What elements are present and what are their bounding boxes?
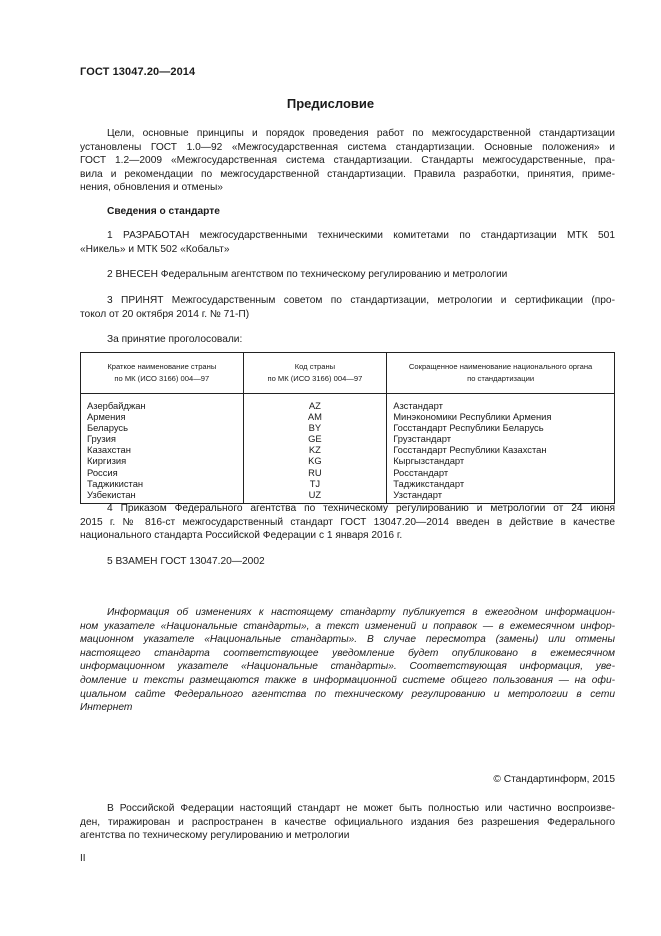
table-header-row [81,353,615,394]
info-heading-text: Сведения о стандарте [107,206,220,217]
body-cell: Грузстандарт [387,433,615,444]
intro-paragraph [80,127,615,195]
notice-line: мационном указателе «Национальные стандарты». В случае пересмотра (замены) или отмены [80,634,615,646]
intro-line: нения, обновления и отмены» [80,182,223,194]
code-cell: KG [243,455,387,466]
item-2-line: 2 ВНЕСЕН Федеральным агентством по техническому регулированию и метрологии [107,269,508,280]
country-cell: Таджикистан [81,478,244,489]
body-cell: Азстандарт [387,394,615,412]
header-line: Код страны [294,362,336,371]
body-cell: Таджикстандарт [387,478,615,489]
notice-line: настоящего стандарта соответствующее уведомление будет опубликовано в ежемесячном [80,647,615,659]
country-cell: Грузия [81,433,244,444]
item-4-line: национального стандарта Российской Федерации с 1 января 2016 г. [80,530,403,542]
info-heading [80,205,615,219]
item-3-line: 3 ПРИНЯТ Межгосударственным советом по стандартизации, метрологии и сертификации (про- [107,295,615,306]
intro-line: установлены ГОСТ 1.0—92 «Межгосударственная система стандартизации. Основные положения» и [80,141,615,153]
notice-line: домление и тексты размещаются также в информационной системе общего пользования — на офи- [80,674,615,686]
header-line: по МК (ИСО 3166) 004—97 [114,374,210,383]
amendment-notice [80,606,615,715]
notice-line: циальном сайте Федерального агентства по техническому регулированию и метрологии в сети [80,688,615,700]
notice-line: информационном указателе «Национальные стандарты». Соответствующая информация, уве- [80,661,615,673]
item-4-line: 2015 г. № 816-ст межгосударственный стандарт ГОСТ 13047.20—2014 введен в действие в качестве [80,516,615,528]
table-row [81,422,615,433]
header-line: Сокращенное наименование национального органа [408,362,593,371]
voting-table [80,352,615,504]
item-4 [80,502,615,543]
column-header-body [387,353,615,394]
country-cell: Армения [81,411,244,422]
code-cell: AM [243,411,387,422]
intro-line: вила и рекомендации по межгосударственной стандартизации. Правила разработки, принятия, приме- [80,168,615,180]
body-cell: Минэкономики Республики Армения [387,411,615,422]
intro-line: Цели, основные принципы и порядок проведения работ по межгосударственной стандартизации [107,128,615,139]
code-cell: UZ [243,489,387,504]
code-cell: AZ [243,394,387,412]
code-cell: TJ [243,478,387,489]
header-line: по МК (ИСО 3166) 004—97 [267,374,363,383]
item-5 [80,555,615,569]
header-line: Краткое наименование страны [107,362,217,371]
notice-line: ном указателе «Национальные стандарты», а текст изменений и поправок — в ежемесячном инфор- [80,620,615,632]
voted-label-text: За принятие проголосовали: [107,334,243,345]
country-cell: Россия [81,467,244,478]
header-line: по стандартизации [467,374,535,383]
standard-header: ГОСТ 13047.20—2014 [80,66,196,78]
body-cell: Узстандарт [387,489,615,504]
column-header-country [81,353,244,394]
table-row [81,394,615,412]
item-4-line: 4 Приказом Федерального агентства по техническому регулированию и метрологии от 24 июня [107,503,615,514]
code-cell: GE [243,433,387,444]
intro-line: ГОСТ 1.2—2009 «Межгосударственная система стандартизации. Стандарты межгосударственные, пра- [80,155,615,167]
table-row [81,433,615,444]
body-cell: Росстандарт [387,467,615,478]
item-2 [80,268,615,282]
table-row [81,467,615,478]
table-row [81,478,615,489]
page-title: Предисловие [286,96,375,111]
item-5-line: 5 ВЗАМЕН ГОСТ 13047.20—2002 [107,556,265,567]
voted-label [80,333,615,347]
table-row [81,444,615,455]
code-cell: RU [243,467,387,478]
item-1-line: «Никель» и МТК 502 «Кобальт» [80,243,230,255]
copyright-notice: © Стандартинформ, 2015 [493,774,615,785]
table-row [81,455,615,466]
country-cell: Узбекистан [81,489,244,504]
code-cell: KZ [243,444,387,455]
rights-notice [80,802,615,843]
page-number: II [80,853,86,864]
body-cell: Госстандарт Республики Беларусь [387,422,615,433]
country-cell: Азербайджан [81,394,244,412]
rights-line: ден, тиражирован и распространен в качестве официального издания без разрешения Федерального [80,816,615,828]
item-1-line: 1 РАЗРАБОТАН межгосударственными техническими комитетами по стандартизации МТК 501 [107,230,615,241]
item-3 [80,294,615,321]
notice-line: Интернет [80,702,133,714]
country-cell: Беларусь [81,422,244,433]
country-cell: Казахстан [81,444,244,455]
item-1 [80,229,615,256]
country-cell: Киргизия [81,455,244,466]
rights-line: агентства по техническому регулированию и метрологии [80,830,350,842]
table-row [81,411,615,422]
rights-line: В Российской Федерации настоящий стандарт не может быть полностью или частично воспроизве- [107,803,615,814]
body-cell: Кыргызстандарт [387,455,615,466]
column-header-code [243,353,387,394]
item-3-line: токол от 20 октября 2014 г. № 71-П) [80,308,250,320]
code-cell: BY [243,422,387,433]
notice-line: Информация об изменениях к настоящему стандарту публикуется в ежегодном информацион- [107,607,615,618]
body-cell: Госстандарт Республики Казахстан [387,444,615,455]
